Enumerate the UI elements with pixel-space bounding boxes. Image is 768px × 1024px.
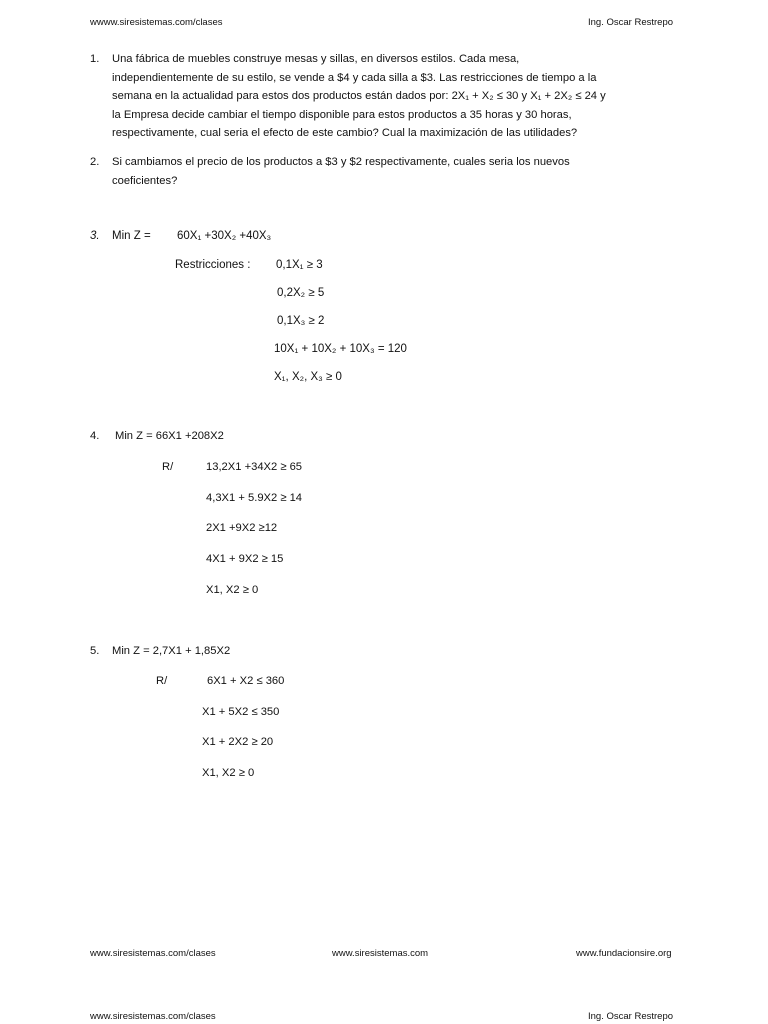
problem-4-r-label: R/	[162, 461, 174, 473]
problem-5-number: 5.	[90, 645, 100, 657]
problem-3-objective: 60X₁ +30X₂ +40X₃	[177, 230, 272, 242]
problem-1-line-1: Una fábrica de muebles construye mesas y sillas, en diversos estilos. Cada mesa,	[112, 53, 520, 65]
problem-4-constraint-5: X1, X2 ≥ 0	[206, 584, 259, 596]
problem-5-constraint-4: X1, X2 ≥ 0	[202, 767, 255, 779]
problem-5-r-label: R/	[156, 675, 168, 687]
problem-5-constraint-3: X1 + 2X2 ≥ 20	[202, 736, 274, 748]
problem-4-constraint-3: 2X1 +9X2 ≥12	[206, 522, 278, 534]
next-page-header-author: Ing. Oscar Restrepo	[588, 1011, 674, 1022]
footer-right-url[interactable]: www.fundacionsire.org	[576, 948, 672, 959]
problem-1-line-2: independientemente de su estilo, se vende a $4 y cada silla a $3. Las restricciones de tiempo a la	[112, 71, 597, 84]
problem-5-objective: Min Z = 2,7X1 + 1,85X2	[112, 645, 231, 657]
problem-1-line-3: semana en la actualidad para estos dos productos están dados por: 2X₁ + X₂ ≤ 30 y X₁ + 2X₂ ≤ 24 y	[112, 90, 606, 102]
problem-5-constraint-2: X1 + 5X2 ≤ 350	[202, 706, 280, 718]
problem-3-objective-label: Min Z =	[112, 230, 151, 242]
footer-left-url[interactable]: www.siresistemas.com/clases	[90, 948, 216, 959]
problem-3-constraint-5: X₁, X₂, X₃ ≥ 0	[274, 371, 342, 383]
problem-3-constraint-4: 10X₁ + 10X₂ + 10X₃ = 120	[274, 343, 407, 355]
problem-5-constraint-1: 6X1 + X2 ≤ 360	[207, 675, 285, 687]
problem-1-line-5: respectivamente, cual seria el efecto de este cambio? Cual la maximización de las utilidades?	[112, 127, 578, 139]
problem-3-number: 3.	[90, 230, 100, 242]
problem-4-constraint-1: 13,2X1 +34X2 ≥ 65	[206, 461, 303, 473]
problem-3-restrictions-label: Restricciones :	[175, 259, 251, 271]
problem-4-constraint-4: 4X1 + 9X2 ≥ 15	[206, 553, 284, 565]
header-author: Ing. Oscar Restrepo	[588, 17, 674, 28]
problem-2-text	[112, 153, 634, 190]
problem-2-number: 2.	[90, 156, 100, 168]
problem-4-constraint-2: 4,3X1 + 5.9X2 ≥ 14	[206, 492, 303, 504]
problem-2-line-1: Si cambiamos el precio de los productos a $3 y $2 respectivamente, cuales seria los nuevos	[112, 156, 570, 168]
problem-3-constraint-3: 0,1X₃ ≥ 2	[277, 315, 325, 327]
problem-4-objective: Min Z = 66X1 +208X2	[115, 430, 224, 442]
footer-center-url[interactable]: www.siresistemas.com	[332, 948, 429, 959]
problem-1-number: 1.	[90, 53, 100, 65]
problem-2-line-2: coeficientes?	[112, 174, 178, 187]
problem-4-number: 4.	[90, 430, 100, 442]
problem-3-constraint-1: 0,1X₁ ≥ 3	[276, 259, 323, 271]
problem-1-line-4: la Empresa decide cambiar el tiempo disponible para estos productos a 35 horas y 30 horas,	[112, 108, 572, 121]
problem-1-text	[112, 50, 634, 143]
next-page-header-url[interactable]: www.siresistemas.com/clases	[90, 1011, 216, 1022]
header-left-url[interactable]: wwww.siresistemas.com/clases	[90, 17, 223, 28]
problem-3-constraint-2: 0,2X₂ ≥ 5	[277, 287, 325, 299]
